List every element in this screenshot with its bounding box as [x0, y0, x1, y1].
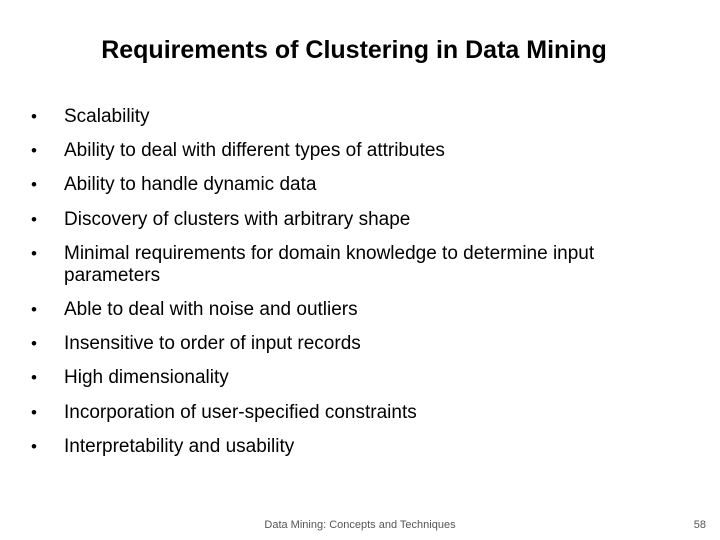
bullet-list [28, 106, 648, 470]
slide-title: Requirements of Clustering in Data Mining [101, 36, 607, 64]
bullet-text: Interpretability and usability [64, 435, 295, 457]
bullet-icon: • [31, 209, 37, 229]
footer-text: Data Mining: Concepts and Techniques [264, 519, 456, 531]
bullet-icon: • [31, 436, 37, 456]
page-number: 58 [693, 519, 706, 531]
bullet-icon: • [31, 299, 37, 319]
bullet-icon: • [31, 141, 37, 161]
list-item [28, 140, 648, 162]
bullet-text: Scalability [64, 106, 150, 127]
list-item [28, 402, 648, 424]
bullet-icon: • [31, 175, 37, 195]
list-item [28, 436, 648, 458]
bullet-text: Able to deal with noise and outliers [64, 298, 358, 320]
list-item [28, 209, 648, 231]
bullet-text: Minimal requirements for domain knowledge to determine input parameters [64, 242, 595, 286]
bullet-text: High dimensionality [64, 367, 229, 389]
bullet-text: Incorporation of user-specified constraints [64, 401, 417, 423]
list-item [28, 243, 648, 287]
list-item [28, 106, 648, 128]
bullet-text: Ability to handle dynamic data [64, 174, 317, 196]
list-item [28, 174, 648, 196]
list-item [28, 367, 648, 389]
bullet-icon: • [31, 107, 37, 126]
list-item [28, 299, 648, 321]
bullet-icon: • [31, 334, 37, 354]
list-item [28, 333, 648, 355]
bullet-icon: • [31, 243, 37, 263]
bullet-text: Discovery of clusters with arbitrary shape [64, 208, 411, 230]
bullet-icon: • [31, 368, 37, 388]
bullet-text: Insensitive to order of input records [64, 333, 361, 355]
bullet-text: Ability to deal with different types of attributes [64, 140, 445, 162]
bullet-icon: • [31, 402, 37, 422]
